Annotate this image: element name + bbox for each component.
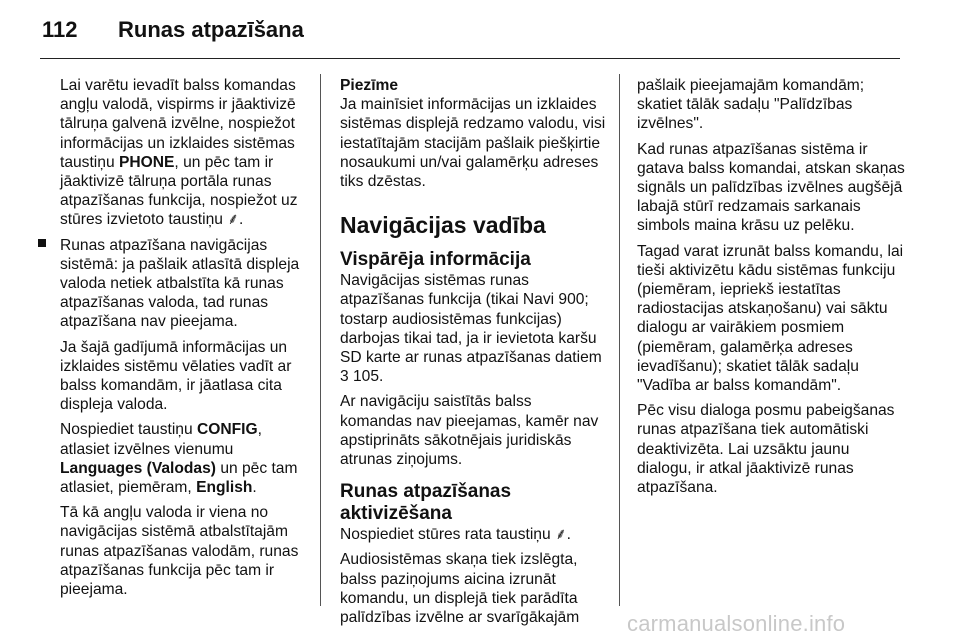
paragraph: Ar navigāciju saistītās balss komandas nav pieejamas, kamēr nav apstiprināts sākotnējais juridiskās atrunas ziņojums. bbox=[340, 393, 599, 469]
page-number: 112 bbox=[42, 17, 78, 42]
header-rule bbox=[40, 58, 900, 59]
page-title: Runas atpazīšana bbox=[118, 17, 304, 42]
section-heading: Navigācijas vadība bbox=[340, 212, 546, 239]
page-reference: 3 105. bbox=[340, 368, 384, 386]
paragraph: Tā kā angļu valoda ir viena no navigācijas sistēmā atbalstītajām runas atpazīšanas valodām, runas atpazīšanas funkcija pēc tam ir pieejama. bbox=[60, 504, 299, 599]
paragraph: pašlaik pieejamajām komandām; skatiet tālāk sadaļu "Palīdzības izvēlnes". bbox=[637, 77, 865, 133]
paragraph: Lai varētu ievadīt balss komandas angļu valodā, vispirms ir jāaktivizē tālruņa galvenā izvēlne, nospiežot informācijas un izklaides sistēmas taustiņu PHONE, un pēc tam ir jāaktivizē tālruņa portāla runas atpazīšanas funkcija, nospiežot uz stūres izvietoto taustiņu ⸙. bbox=[60, 77, 298, 229]
column-divider-1 bbox=[320, 74, 321, 606]
column-divider-2 bbox=[619, 74, 620, 606]
paragraph: Audiosistēmas skaņa tiek izslēgta, balss paziņojums aicina izrunāt komandu, un displejā tiek parādīta palīdzības izvēlne ar svarīgākajām bbox=[340, 551, 580, 627]
steering-voice-key-icon: ⸙ bbox=[554, 526, 567, 544]
paragraph: Tagad varat izrunāt balss komandu, lai tieši aktivizētu kādu sistēmas funkciju (piemēram, iepriekš iestatītas radiostacijas atskaņošanu) vai sāktu dialogu ar vairākiem posmiem (piemēram, galamērķa adreses ievadīšanu); skatiet tālāk sadaļu "Vadība ar balss komandām". bbox=[637, 242, 904, 395]
paragraph: Nospiediet stūres rata taustiņu ⸙. bbox=[340, 526, 572, 544]
paragraph: Kad runas atpazīšanas sistēma ir gatava balss komandai, atskan skaņas signāls un palīdzības izvēlnes augšējā labajā stūrī redzamais sarkanais simbols maina krāsu uz pelēku. bbox=[637, 140, 905, 235]
column-left bbox=[60, 76, 308, 605]
steering-voice-key-icon: ⸙ bbox=[227, 211, 239, 229]
key-name-phone: PHONE bbox=[118, 153, 175, 171]
paragraph: Nospiediet taustiņu CONFIG, atlasiet izvēlnes vienumu Languages (Valodas) un pēc tam atlasiet, piemēram, English. bbox=[60, 421, 298, 497]
key-name-config: CONFIG bbox=[196, 421, 258, 439]
note bbox=[340, 76, 606, 191]
paragraph: Ja šajā gadījumā informācijas un izklaides sistēmu vēlaties vadīt ar balss komandām, ir jāatlasa cita displeja valoda. bbox=[60, 338, 292, 414]
bullet-square-icon bbox=[38, 239, 46, 247]
paragraph: Pēc visu dialoga posmu pabeigšanas runas atpazīšana tiek automātiski deaktivizēta. Lai uzsāktu jaunu dialogu, ir atkal jāaktivizē runas atpazīšana. bbox=[637, 402, 895, 497]
watermark: carmanualsonline.info bbox=[627, 611, 846, 636]
bullet-item: Runas atpazīšana navigācijas sistēmā: ja pašlaik atlasītā displeja valoda netiek atbalstīta kā runas atpazīšanas valoda, tad runas atpazīšana nav pieejama. bbox=[60, 236, 308, 332]
menu-item-english: English bbox=[196, 479, 253, 497]
subsection-heading: Vispārēja informācija bbox=[340, 249, 531, 271]
column-middle bbox=[340, 76, 606, 633]
subsection-heading: Runas atpazīšanas aktivizēšana bbox=[340, 481, 512, 525]
column-right bbox=[637, 76, 907, 503]
menu-item-languages: Languages (Valodas) bbox=[60, 459, 216, 477]
paragraph: Navigācijas sistēmas runas atpazīšanas funkcija (tikai Navi 900; tostarp audiosistēmas funkcijas) darbojas tikai tad, ja ir ievietota karšu SD karte ar runas atpazīšanas datiem 3 105. bbox=[340, 272, 602, 386]
note-text: Ja mainīsiet informācijas un izklaides sistēmas displejā redzamo valodu, visi iestatītajām stacijām pašlaik piešķirtie nosaukumi un/vai galamērķu adreses tiks dzēstas. bbox=[340, 96, 606, 191]
page-header bbox=[0, 0, 960, 60]
note-heading: Piezīme bbox=[340, 77, 399, 94]
